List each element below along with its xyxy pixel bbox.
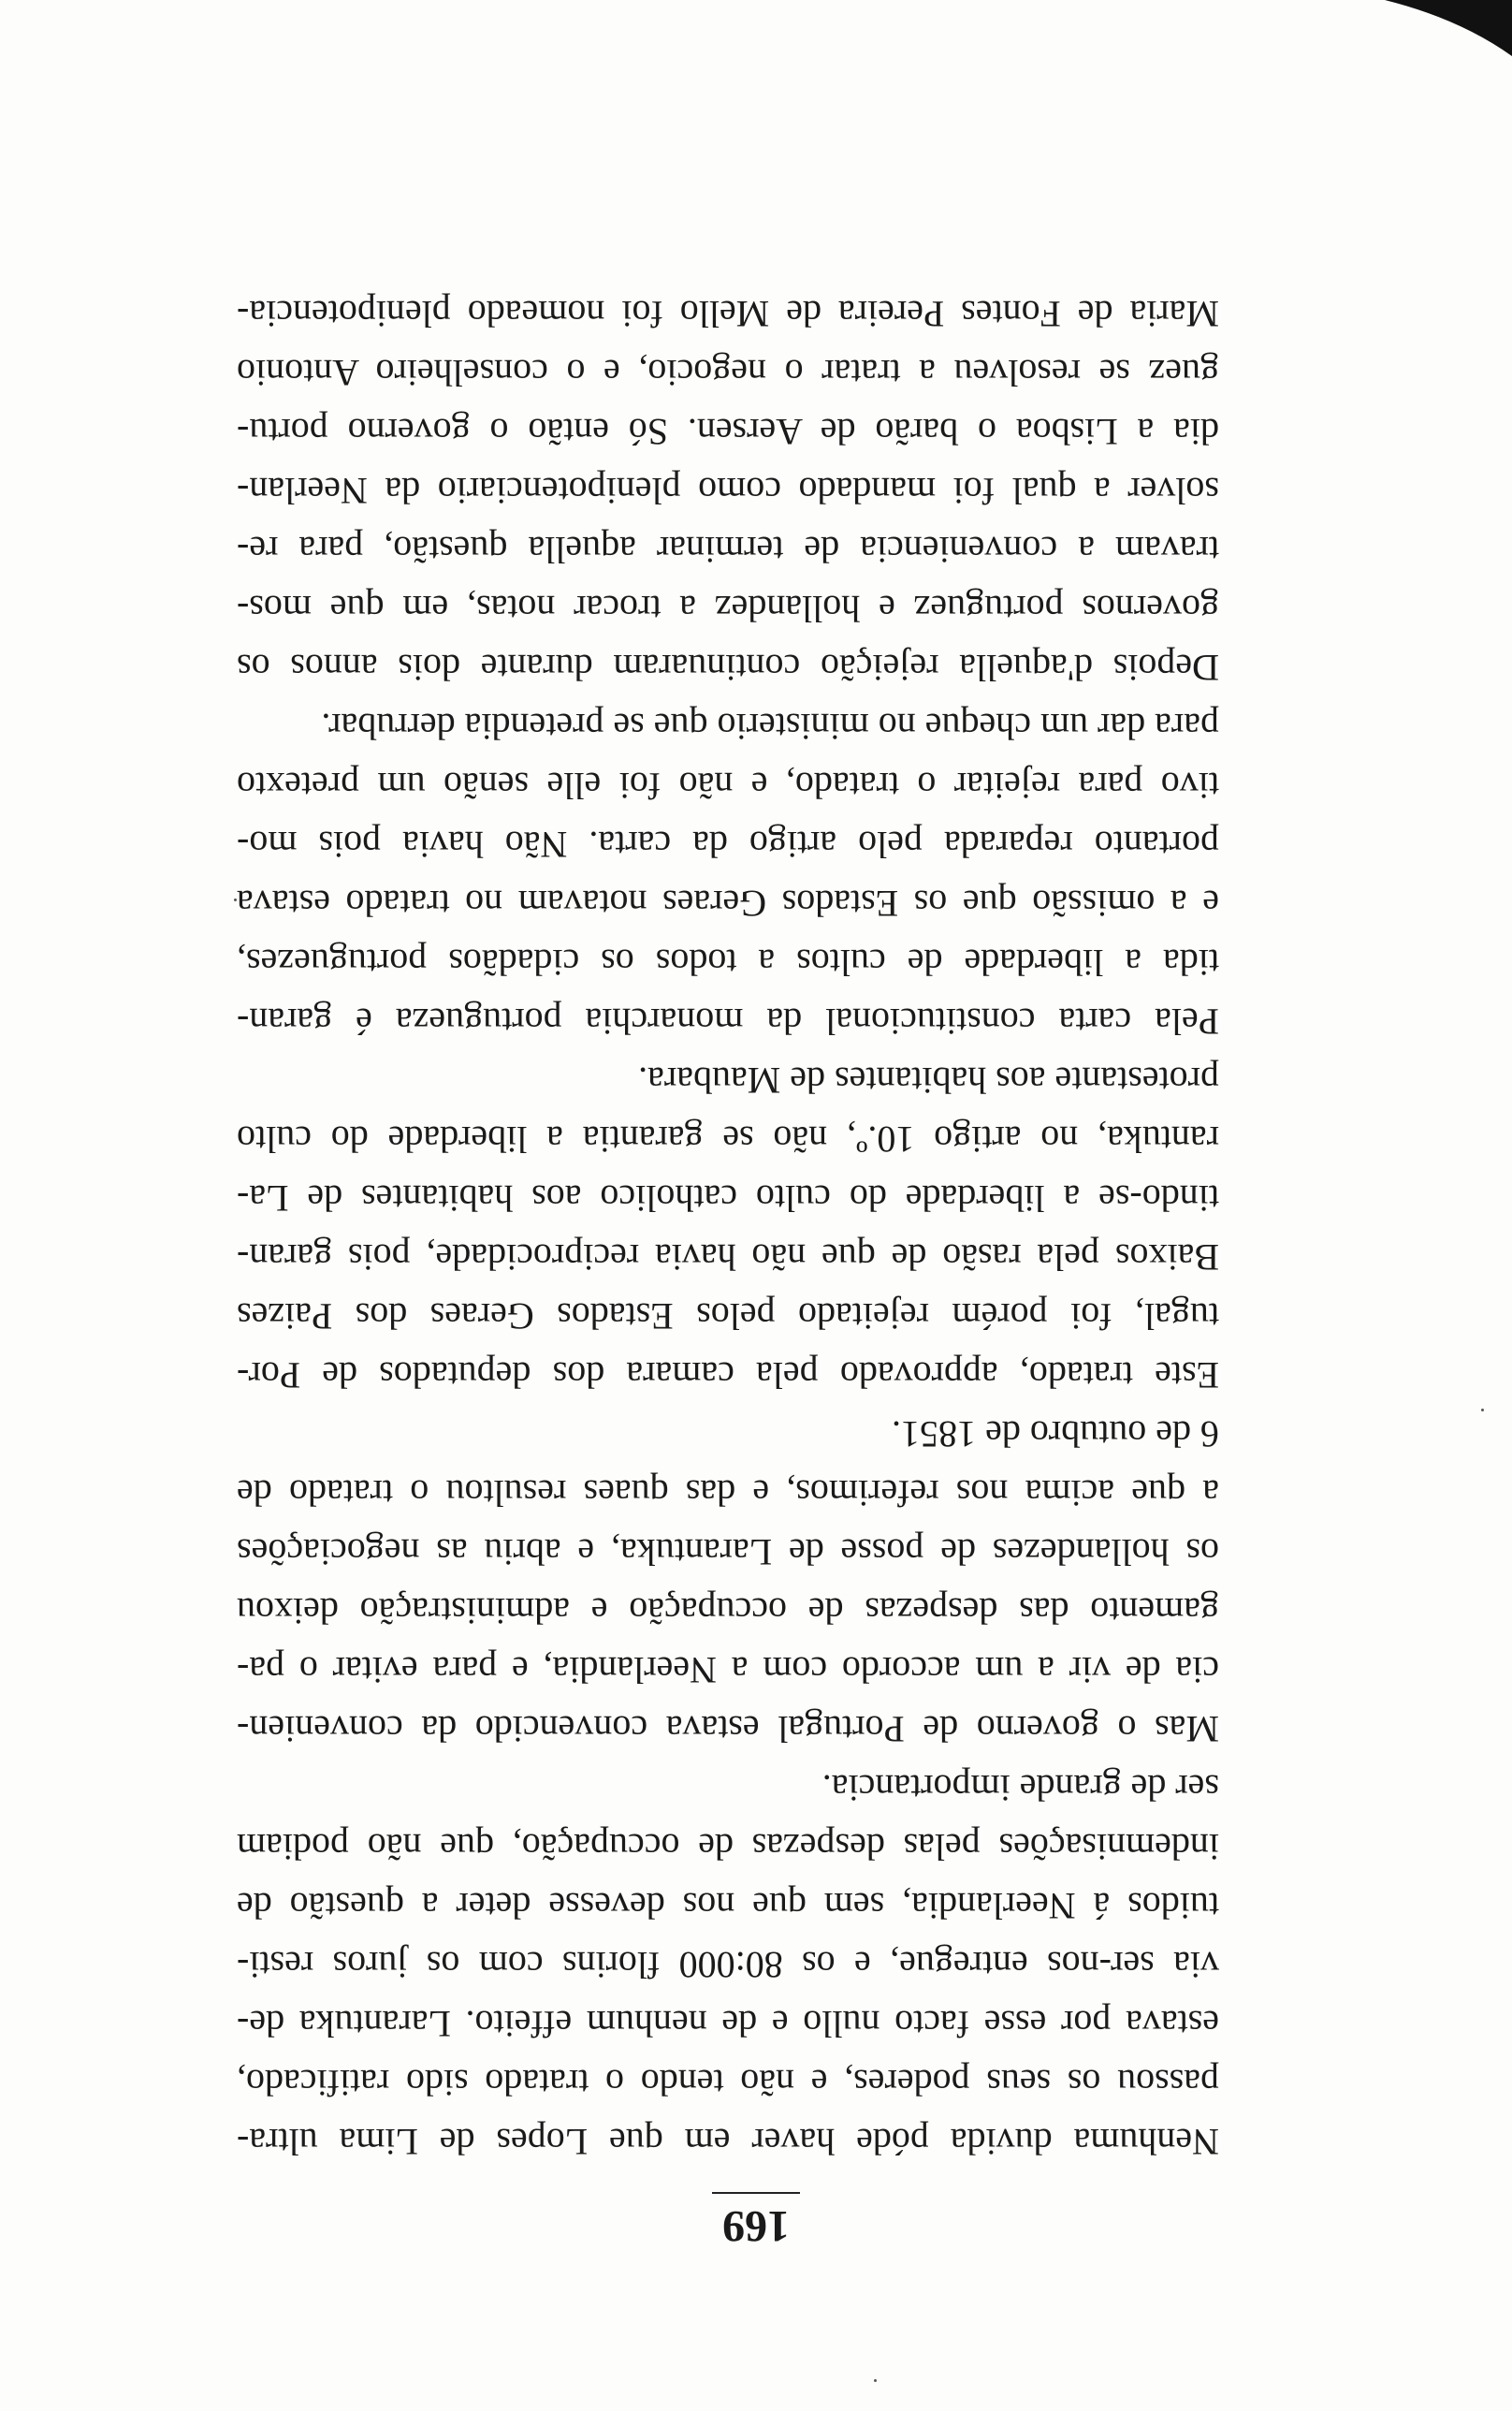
text-line: Nenhuma duvida póde haver em que Lopes de Lima ultra- — [237, 2121, 1219, 2163]
text-line: gamento das despezas de occupação e administração deixou — [237, 1590, 1219, 1632]
text-line: tindo-se a liberdade do culto catholico aos habitantes de La- — [237, 1177, 1219, 1220]
text-line: rantuka, no artigo 10.º, não se garantia a liberdade do culto — [237, 1118, 1219, 1161]
text-line: dia a Lisboa o barão de Aersen. Só então o governo portu- — [237, 411, 1219, 453]
scan-speck — [234, 899, 237, 901]
text-line: Mas o governo de Portugal estava convencido da convenien- — [237, 1708, 1219, 1750]
scan-speck — [1481, 1409, 1484, 1411]
text-line: Baixos pela rasão de que não havia reciprocidade, pois garan- — [237, 1236, 1219, 1279]
text-line: passou os seus poderes, e não tendo o tratado sido ratificado, — [237, 2062, 1219, 2104]
text-line: portanto reparada pelo artigo da carta. Não havia pois mo- — [237, 824, 1219, 866]
text-line: Depois d'aquella rejeição continuaram durante dois annos os — [237, 647, 1219, 689]
text-line: via ser-nos entregue, e os 80:000 florins com os juros resti- — [237, 1944, 1219, 1986]
text-line: tida a liberdade de cultos a todos os cidadãos portuguezes, — [237, 942, 1219, 984]
page-number-rule — [712, 2192, 800, 2194]
page-text-block — [237, 285, 1275, 2254]
text-line: travam a conveniencia de terminar aquella questão, para re- — [237, 529, 1219, 571]
scan-speck — [874, 2379, 877, 2382]
paragraph-1 — [237, 1759, 1275, 2171]
text-line: solver a qual foi mandado como plenipotenciario da Neerlan- — [237, 470, 1219, 512]
text-line: tugal, foi porém rejeitado pelos Estados Geraes dos Paizes — [237, 1295, 1219, 1337]
text-line: os hollandezes de posse de Larantuka, e abriu as negociações — [237, 1531, 1219, 1573]
text-line: a que acima nos referimos, e das quaes resultou o tratado de — [237, 1472, 1219, 1514]
text-line: Este tratado, approvado pela camara dos deputados de Por- — [237, 1354, 1219, 1396]
paragraph-3 — [237, 1051, 1275, 1405]
page-number: 169 — [722, 2201, 790, 2251]
text-line: ser de grande importancia. — [821, 1767, 1219, 1809]
text-line: tuidos á Neerlandia, sem que nos devesse deter a questão de — [237, 1885, 1219, 1927]
paragraph-4 — [237, 697, 1275, 1051]
text-line: governos portuguez e hollandez a trocar notas, em que mos- — [237, 588, 1219, 630]
text-line: para dar um cheque no ministerio que se pretendia derrubar. — [321, 706, 1219, 748]
text-line: indemnisações pelas despezas de occupação, que não podiam — [237, 1826, 1219, 1868]
text-line: 6 de outubro de 1851. — [892, 1413, 1219, 1455]
text-line: protestante aos habitantes de Maubara. — [638, 1059, 1219, 1102]
text-line: estava por esse facto nullo e de nenhum effeito. Larantuka de- — [237, 2003, 1219, 2045]
paragraph-5 — [237, 285, 1275, 697]
text-line: e a omissão que os Estados Geraes notavam no tratado estava — [237, 883, 1219, 925]
paragraph-2 — [237, 1405, 1275, 1759]
text-line: Pela carta constitucional da monarchia portugueza é garan- — [237, 1001, 1219, 1043]
text-line: cia de vir a um accordo com a Neerlandia, e para evitar o pa- — [237, 1649, 1219, 1691]
text-line: tivo para rejeitar o tratado, e não foi elle senão um pretexto — [237, 765, 1219, 807]
text-line: Maria de Fontes Pereira de Mello foi nomeado plenipotencia- — [237, 293, 1219, 335]
text-line: guez se resolveu a tratar o negocio, e o conselheiro Antonio — [237, 352, 1219, 394]
